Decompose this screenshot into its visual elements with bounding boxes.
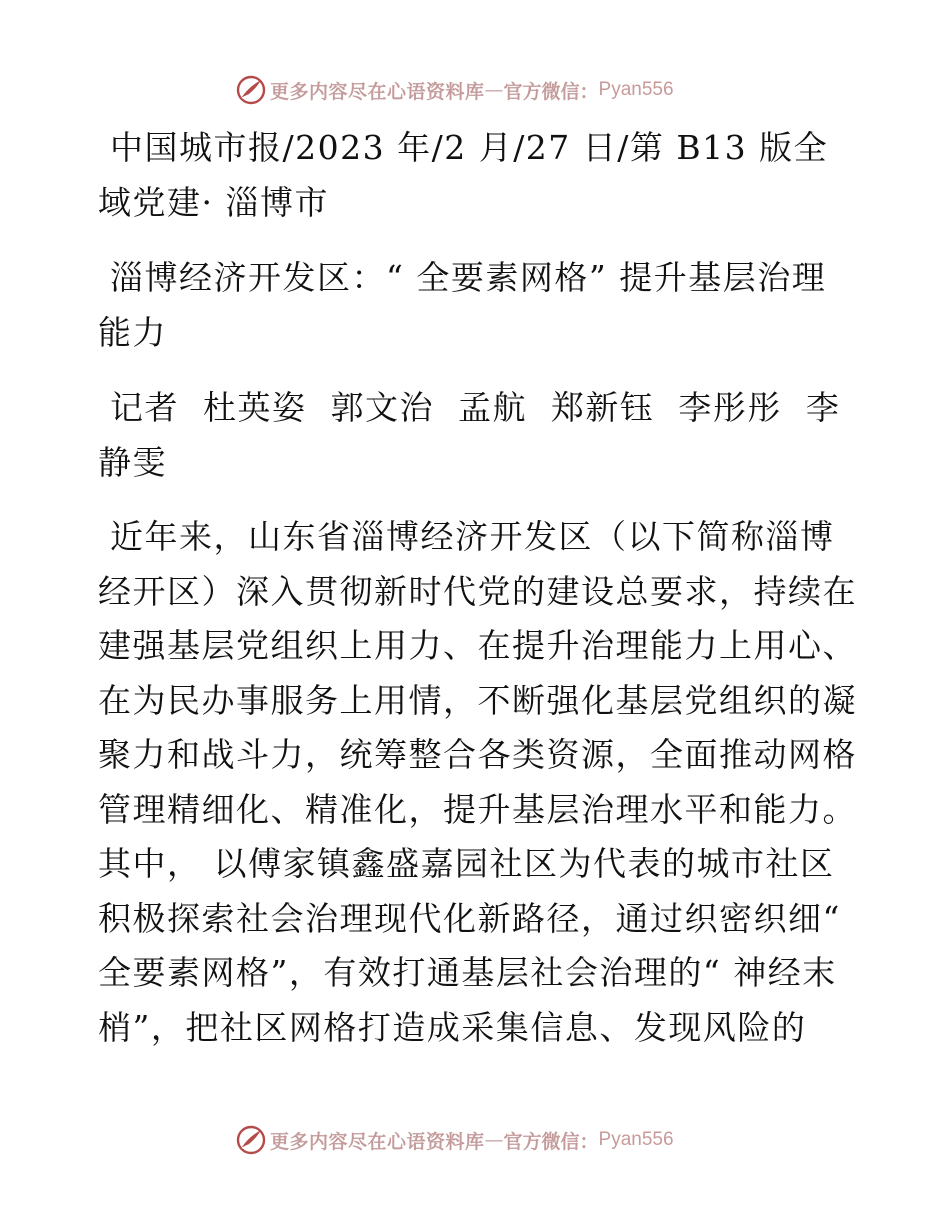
article-body-text: 近年来，山东省淄博经济开发区（以下简称淄博经开区）深入贯彻新时代党的建设总要求，持续在建强基层党组织上用力、在提升治理能力上用心、在为民办事服务上用情，不断强化基层党组织的凝聚力和战斗力，统筹整合各类资源，全面推动网格管理精细化、精准化，提升基层治理水平和能力。其中， 以傅家镇鑫盛嘉园社区为代表的城市社区积极探索社会治理现代化新路径，通过织密织细“ 全要素网格”，有效打通基层社会治理的“ 神经末梢”，把社区网格打造成采集信息、发现风险的: [98, 517, 857, 1047]
article-title: [98, 250, 858, 360]
byline: [98, 380, 858, 490]
watermark-text: 更多内容尽在心语资料库: [270, 1130, 485, 1153]
footer-watermark: [236, 1122, 674, 1158]
quill-pen-logo-icon: [236, 75, 266, 105]
watermark-text: 更多内容尽在心语资料库: [270, 80, 485, 103]
source-line-text: 中国城市报/2023 年/2 月/27 日/第 B13 版全域党建· 淄博市: [98, 128, 829, 222]
quill-pen-logo-icon: [236, 1125, 266, 1155]
watermark-separator: —: [484, 79, 504, 101]
watermark-label: 官方微信：: [503, 1130, 599, 1153]
article-title-text: 淄博经济开发区：“ 全要素网格” 提升基层治理能力: [98, 258, 827, 352]
watermark-label: 官方微信：: [503, 80, 599, 103]
article-body: [98, 510, 858, 1055]
header-watermark: [236, 72, 674, 108]
article-content: [98, 120, 858, 1075]
byline-text: 记者 杜英姿 郭文治 孟航 郑新钰 李彤彤 李静雯: [98, 388, 841, 482]
watermark-id: Pyan556: [598, 79, 674, 100]
watermark-separator: —: [484, 1129, 504, 1151]
watermark-id: Pyan556: [598, 1129, 674, 1150]
source-line: [98, 120, 858, 230]
